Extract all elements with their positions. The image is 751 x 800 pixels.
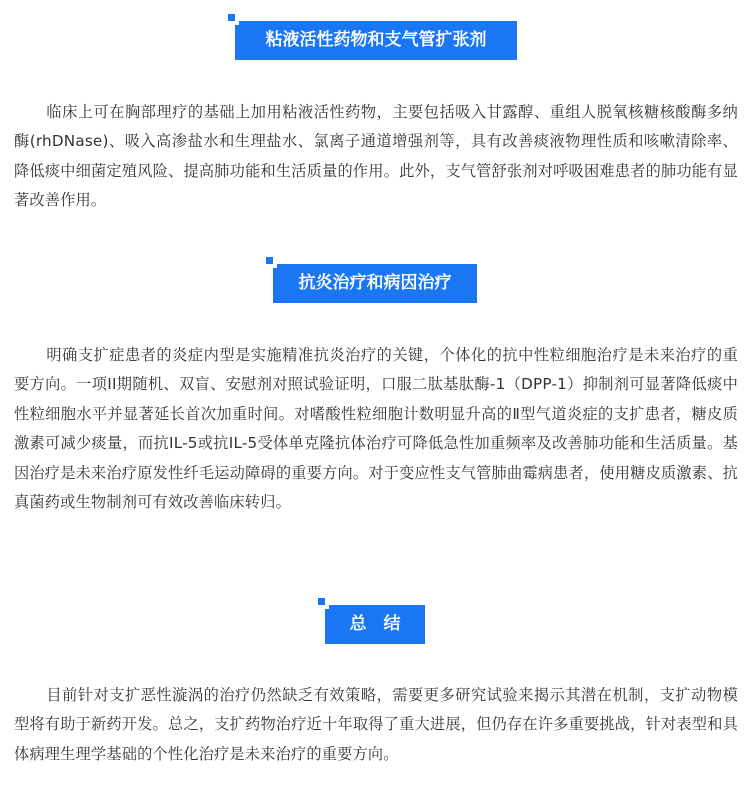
section-header-mucoactive (235, 21, 517, 60)
paragraph-anti-inflammatory (14, 341, 738, 517)
paragraph-mucoactive (14, 98, 738, 216)
paragraph-text: 临床上可在胸部理疗的基础上加用粘液活性药物，主要包括吸入甘露醇、重组人脱氧核糖核酸酶多纳酶(rhDNase)、吸入高渗盐水和生理盐水、氯离子通道增强剂等，具有改善痰液物理性质和咳嗽清除率、降低痰中细菌定殖风险、提高肺功能和生活质量的作用。此外，支气管舒张剂对呼吸困难患者的肺功能有显著改善作用。 (14, 103, 738, 210)
corner-decoration-icon (266, 257, 277, 268)
corner-decoration-icon (318, 598, 329, 609)
section-header-summary (325, 605, 425, 644)
paragraph-text: 目前针对支扩恶性漩涡的治疗仍然缺乏有效策略，需要更多研究试验来揭示其潜在机制，支扩动物模型将有助于新药开发。总之，支扩药物治疗近十年取得了重大进展，但仍存在许多重要挑战，针对表型和具体病理生理学基础的个性化治疗是未来治疗的重要方向。 (14, 686, 738, 763)
section-header-anti-inflammatory (273, 264, 477, 303)
paragraph-summary (14, 681, 738, 769)
section-title: 总 结 (349, 614, 401, 634)
corner-decoration-icon (228, 14, 239, 25)
section-title: 粘液活性药物和支气管扩张剂 (265, 30, 487, 50)
section-title: 抗炎治疗和病因治疗 (298, 273, 452, 293)
paragraph-text: 明确支扩症患者的炎症内型是实施精准抗炎治疗的关键，个体化的抗中性粒细胞治疗是未来治疗的重要方向。一项II期随机、双盲、安慰剂对照试验证明，口服二肽基肽酶-1（DPP-1）抑制剂可显著降低痰中性粒细胞水平并显著延长首次加重时间。对嗜酸性粒细胞计数明显升高的Ⅱ型气道炎症的支扩患者，糖皮质激素可减少痰量，而抗IL-5或抗IL-5受体单克隆抗体治疗可降低急性加重频率及改善肺功能和生活质量。基因治疗是未来治疗原发性纤毛运动障碍的重要方向。对于变应性支气管肺曲霉病患者，使用糖皮质激素、抗真菌药或生物制剂可有效改善临床转归。 (14, 346, 738, 512)
